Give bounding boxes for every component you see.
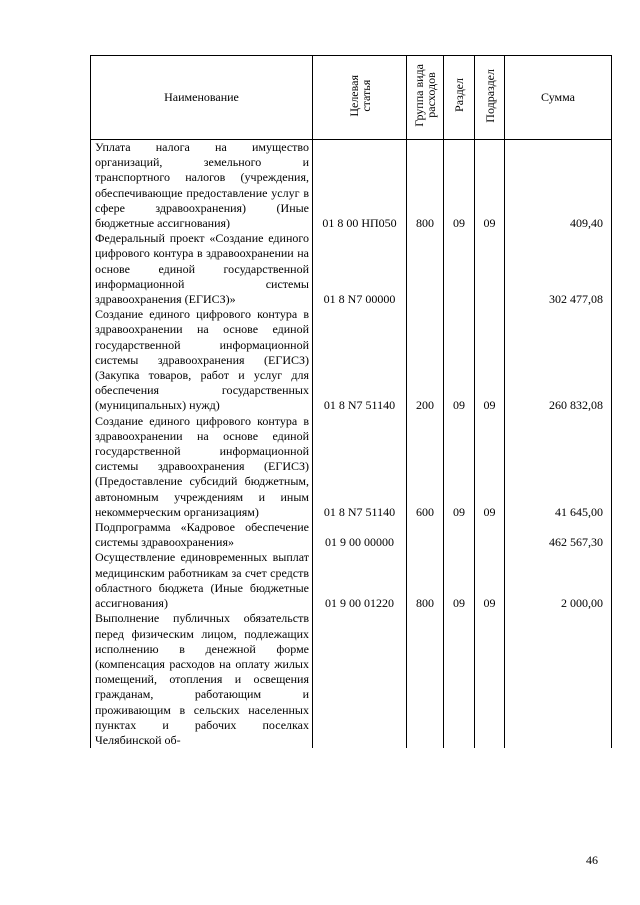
row-code: 01 8 N7 51140 (313, 307, 407, 413)
header-name: Наименование (91, 56, 313, 140)
row-subsection (475, 520, 505, 550)
row-name: Создание единого цифрового контура в здравоохранении на основе единой государственной информационной системы здравоохранения (ЕГИСЗ) (Закупка товаров, работ и услуг для обеспечения государственных (муниципальных) нужд) (91, 307, 313, 413)
table-row (91, 231, 612, 307)
row-subsection (475, 231, 505, 307)
row-group: 800 (407, 140, 444, 232)
row-name: Федеральный проект «Создание единого цифрового контура в здравоохранении на основе единой государственной информационной системы здравоохранения (ЕГИСЗ)» (91, 231, 313, 307)
row-code: 01 9 00 01220 (313, 550, 407, 611)
row-name: Уплата налога на имущество организаций, земельного и транспортного налогов (учреждения, обеспечивающие предоставление услуг в сфере здравоохранения) (Иные бюджетные ассигнования) (91, 140, 313, 232)
header-amount: Сумма (505, 56, 612, 140)
row-group: 200 (407, 307, 444, 413)
row-code: 01 8 N7 51140 (313, 414, 407, 520)
row-section: 09 (444, 307, 475, 413)
row-code (313, 611, 407, 748)
row-section (444, 231, 475, 307)
row-section: 09 (444, 140, 475, 232)
budget-table (90, 55, 612, 748)
table-row (91, 550, 612, 611)
row-section: 09 (444, 414, 475, 520)
row-group (407, 520, 444, 550)
table-row (91, 414, 612, 520)
row-code: 01 8 N7 00000 (313, 231, 407, 307)
header-subsection: Подраздел (475, 56, 505, 140)
row-subsection: 09 (475, 140, 505, 232)
row-amount: 302 477,08 (505, 231, 612, 307)
row-subsection: 09 (475, 550, 505, 611)
row-amount (505, 611, 612, 748)
row-amount: 462 567,30 (505, 520, 612, 550)
row-group: 800 (407, 550, 444, 611)
row-amount: 260 832,08 (505, 307, 612, 413)
row-subsection: 09 (475, 414, 505, 520)
header-target-article: Целевая статья (313, 56, 407, 140)
table-row (91, 611, 612, 748)
page-number: 46 (586, 853, 598, 867)
row-subsection (475, 611, 505, 748)
row-name: Подпрограмма «Кадровое обеспечение системы здравоохранения» (91, 520, 313, 550)
row-name: Создание единого цифрового контура в здравоохранении на основе единой государственной информационной системы здравоохранения (ЕГИСЗ) (Предоставление субсидий бюджетным, автономным учреждениям и иным некоммерческим организациям) (91, 414, 313, 520)
table-row (91, 307, 612, 413)
row-amount: 2 000,00 (505, 550, 612, 611)
table-header-row (91, 56, 612, 140)
row-group: 600 (407, 414, 444, 520)
row-amount: 409,40 (505, 140, 612, 232)
row-amount: 41 645,00 (505, 414, 612, 520)
row-group (407, 611, 444, 748)
row-code: 01 9 00 00000 (313, 520, 407, 550)
header-section: Раздел (444, 56, 475, 140)
row-section (444, 520, 475, 550)
row-section: 09 (444, 550, 475, 611)
row-section (444, 611, 475, 748)
row-subsection: 09 (475, 307, 505, 413)
header-expense-group: Группа вида расходов (407, 56, 444, 140)
row-code: 01 8 00 НП050 (313, 140, 407, 232)
table-row (91, 140, 612, 232)
row-name: Выполнение публичных обязательств перед физическим лицом, подлежащих исполнению в денежной форме (компенсация расходов на оплату жилых помещений, отопления и освещения гражданам, работающим и проживающим в сельских населенных пунктах и рабочих поселках Челябинской об- (91, 611, 313, 748)
row-name: Осуществление единовременных выплат медицинским работникам за счет средств областного бюджета (Иные бюджетные ассигнования) (91, 550, 313, 611)
row-group (407, 231, 444, 307)
table-row (91, 520, 612, 550)
